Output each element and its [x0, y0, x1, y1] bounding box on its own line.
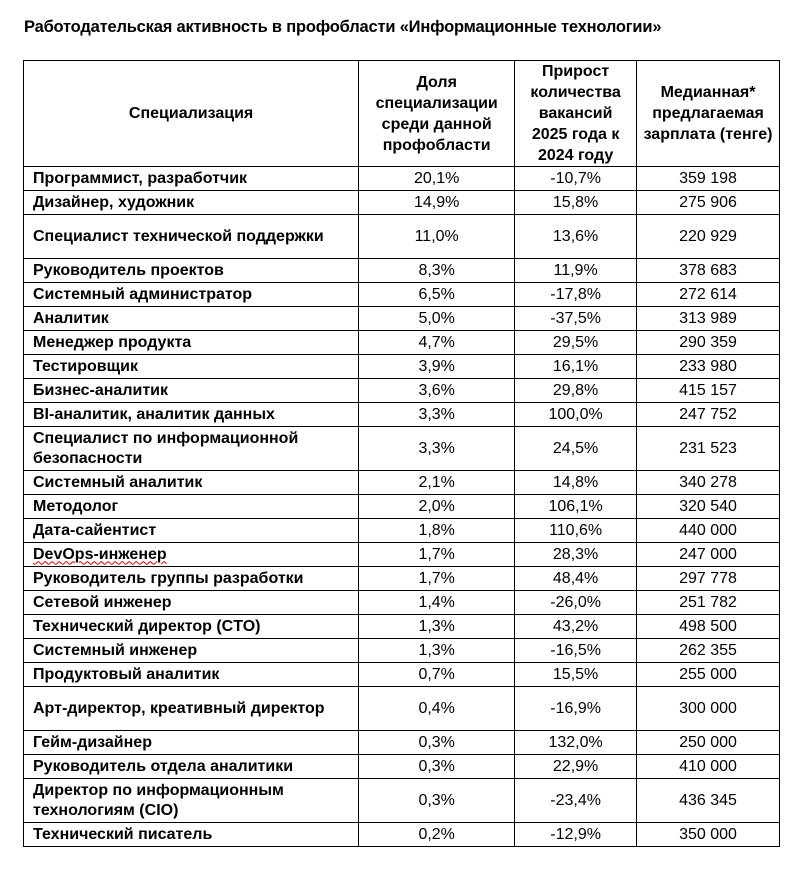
- row-name-cell: BI-аналитик, аналитик данных: [24, 403, 359, 427]
- row-share-cell: 6,5%: [359, 283, 515, 307]
- row-salary-cell: 440 000: [637, 519, 780, 543]
- row-share-cell: 1,8%: [359, 519, 515, 543]
- row-share-cell: 1,7%: [359, 543, 515, 567]
- row-share-cell: 0,3%: [359, 779, 515, 823]
- row-salary-cell: 359 198: [637, 167, 780, 191]
- table-row: [24, 823, 780, 847]
- table-row: [24, 283, 780, 307]
- row-growth-cell: -10,7%: [515, 167, 637, 191]
- table-row: [24, 427, 780, 471]
- row-share-cell: 0,7%: [359, 663, 515, 687]
- page-title: Работодательская активность в профобласти «Информационные технологии»: [24, 18, 662, 36]
- row-salary-cell: 290 359: [637, 331, 780, 355]
- row-salary-cell: 220 929: [637, 215, 780, 259]
- row-growth-cell: 43,2%: [515, 615, 637, 639]
- row-growth-cell: -37,5%: [515, 307, 637, 331]
- row-name-cell: Тестировщик: [24, 355, 359, 379]
- row-name-cell: Арт-директор, креативный директор: [24, 687, 359, 731]
- row-share-cell: 8,3%: [359, 259, 515, 283]
- table-row: [24, 615, 780, 639]
- row-salary-cell: 250 000: [637, 731, 780, 755]
- row-salary-cell: 262 355: [637, 639, 780, 663]
- row-share-cell: 14,9%: [359, 191, 515, 215]
- table-row: [24, 355, 780, 379]
- row-name-cell: Сетевой инженер: [24, 591, 359, 615]
- row-growth-cell: -23,4%: [515, 779, 637, 823]
- row-salary-cell: 231 523: [637, 427, 780, 471]
- table-row: [24, 307, 780, 331]
- row-salary-cell: 247 000: [637, 543, 780, 567]
- row-name-cell: Руководитель группы разработки: [24, 567, 359, 591]
- table-row: [24, 543, 780, 567]
- row-salary-cell: 272 614: [637, 283, 780, 307]
- row-share-cell: 0,3%: [359, 731, 515, 755]
- header-growth: Прирост количества вакансий 2025 года к 2024 году: [515, 61, 637, 167]
- table-row: [24, 167, 780, 191]
- row-share-cell: 20,1%: [359, 167, 515, 191]
- row-growth-cell: -16,5%: [515, 639, 637, 663]
- row-salary-cell: 410 000: [637, 755, 780, 779]
- row-share-cell: 11,0%: [359, 215, 515, 259]
- row-salary-cell: 350 000: [637, 823, 780, 847]
- row-salary-cell: 320 540: [637, 495, 780, 519]
- row-growth-cell: 15,5%: [515, 663, 637, 687]
- header-specialization: Специализация: [24, 61, 359, 167]
- row-share-cell: 0,3%: [359, 755, 515, 779]
- table-row: [24, 191, 780, 215]
- row-growth-cell: -16,9%: [515, 687, 637, 731]
- row-name-cell: Технический директор (CTO): [24, 615, 359, 639]
- row-name-cell: Системный аналитик: [24, 471, 359, 495]
- row-name-cell: Специалист по информационной безопасности: [24, 427, 359, 471]
- row-name-cell: Руководитель проектов: [24, 259, 359, 283]
- header-share: Доля специализации среди данной профобласти: [359, 61, 515, 167]
- table-row: [24, 519, 780, 543]
- row-share-cell: 5,0%: [359, 307, 515, 331]
- row-salary-cell: 436 345: [637, 779, 780, 823]
- table-row: [24, 779, 780, 823]
- table-row: [24, 567, 780, 591]
- row-name-cell: Технический писатель: [24, 823, 359, 847]
- row-growth-cell: 29,8%: [515, 379, 637, 403]
- row-name-cell: Менеджер продукта: [24, 331, 359, 355]
- row-salary-cell: 297 778: [637, 567, 780, 591]
- row-salary-cell: 340 278: [637, 471, 780, 495]
- row-name-cell: Системный инженер: [24, 639, 359, 663]
- row-growth-cell: 13,6%: [515, 215, 637, 259]
- table-row: [24, 471, 780, 495]
- row-name-cell: Директор по информационным технологиям (CIO): [24, 779, 359, 823]
- row-growth-cell: 110,6%: [515, 519, 637, 543]
- row-growth-cell: 100,0%: [515, 403, 637, 427]
- row-salary-cell: 251 782: [637, 591, 780, 615]
- row-name-cell: Бизнес-аналитик: [24, 379, 359, 403]
- table-row: [24, 687, 780, 731]
- row-growth-cell: 22,9%: [515, 755, 637, 779]
- row-share-cell: 3,3%: [359, 427, 515, 471]
- row-salary-cell: 255 000: [637, 663, 780, 687]
- row-growth-cell: 48,4%: [515, 567, 637, 591]
- table-row: [24, 379, 780, 403]
- row-growth-cell: 15,8%: [515, 191, 637, 215]
- table-row: [24, 755, 780, 779]
- row-growth-cell: 28,3%: [515, 543, 637, 567]
- row-salary-cell: 498 500: [637, 615, 780, 639]
- table-row: [24, 331, 780, 355]
- header-salary: Медианная* предлагаемая зарплата (тенге): [637, 61, 780, 167]
- row-share-cell: 2,1%: [359, 471, 515, 495]
- row-growth-cell: 14,8%: [515, 471, 637, 495]
- row-share-cell: 3,9%: [359, 355, 515, 379]
- row-share-cell: 0,2%: [359, 823, 515, 847]
- row-growth-cell: 24,5%: [515, 427, 637, 471]
- row-salary-cell: 378 683: [637, 259, 780, 283]
- table-row: [24, 591, 780, 615]
- row-name-cell: Специалист технической поддержки: [24, 215, 359, 259]
- row-name-cell: Дизайнер, художник: [24, 191, 359, 215]
- row-growth-cell: -12,9%: [515, 823, 637, 847]
- row-share-cell: 1,7%: [359, 567, 515, 591]
- row-growth-cell: 16,1%: [515, 355, 637, 379]
- row-growth-cell: 11,9%: [515, 259, 637, 283]
- row-growth-cell: 106,1%: [515, 495, 637, 519]
- row-share-cell: 0,4%: [359, 687, 515, 731]
- row-name-cell: Программист, разработчик: [24, 167, 359, 191]
- row-share-cell: 3,3%: [359, 403, 515, 427]
- row-name-cell: Системный администратор: [24, 283, 359, 307]
- row-share-cell: 1,3%: [359, 639, 515, 663]
- table-row: [24, 731, 780, 755]
- row-salary-cell: 300 000: [637, 687, 780, 731]
- row-name-cell: Дата-сайентист: [24, 519, 359, 543]
- table-row: [24, 663, 780, 687]
- row-share-cell: 3,6%: [359, 379, 515, 403]
- row-salary-cell: 233 980: [637, 355, 780, 379]
- row-salary-cell: 313 989: [637, 307, 780, 331]
- row-name-cell: DevOps-инженер: [24, 543, 359, 567]
- table-row: [24, 639, 780, 663]
- table-row: [24, 215, 780, 259]
- row-name-cell: Аналитик: [24, 307, 359, 331]
- it-specializations-table: [23, 60, 780, 847]
- header-row: [24, 61, 780, 167]
- row-salary-cell: 247 752: [637, 403, 780, 427]
- row-share-cell: 1,4%: [359, 591, 515, 615]
- row-share-cell: 2,0%: [359, 495, 515, 519]
- row-name-cell: Методолог: [24, 495, 359, 519]
- row-growth-cell: -17,8%: [515, 283, 637, 307]
- row-name-cell: Руководитель отдела аналитики: [24, 755, 359, 779]
- table-row: [24, 495, 780, 519]
- table-row: [24, 403, 780, 427]
- row-salary-cell: 415 157: [637, 379, 780, 403]
- row-share-cell: 4,7%: [359, 331, 515, 355]
- table-row: [24, 259, 780, 283]
- row-share-cell: 1,3%: [359, 615, 515, 639]
- row-name-cell: Продуктовый аналитик: [24, 663, 359, 687]
- row-growth-cell: 132,0%: [515, 731, 637, 755]
- row-growth-cell: -26,0%: [515, 591, 637, 615]
- row-salary-cell: 275 906: [637, 191, 780, 215]
- row-name-cell: Гейм-дизайнер: [24, 731, 359, 755]
- row-growth-cell: 29,5%: [515, 331, 637, 355]
